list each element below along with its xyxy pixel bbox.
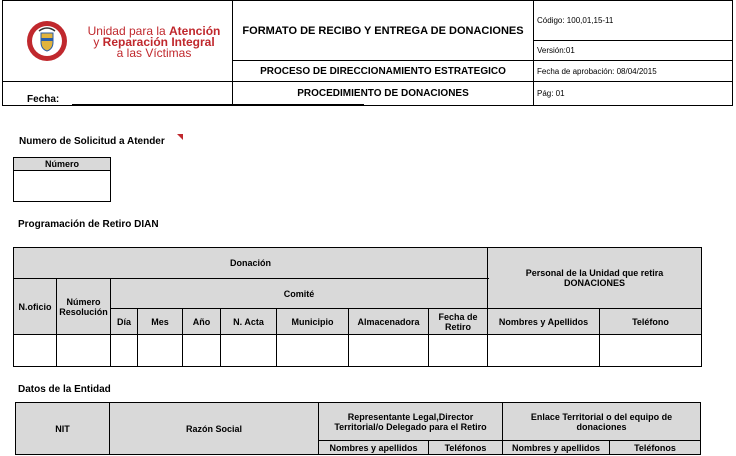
cell-fecha-retiro[interactable] — [429, 335, 488, 367]
col-representante: Representante Legal,Director Territorial/o Delegado para el Retiro — [319, 403, 503, 441]
col-anio: Año — [183, 309, 221, 335]
fecha-label: Fecha: — [27, 94, 60, 105]
cell-dia[interactable] — [111, 335, 138, 367]
cell-noficio[interactable] — [14, 335, 57, 367]
cell-municipio[interactable] — [277, 335, 349, 367]
col-tel-enl: Teléfonos — [610, 441, 701, 455]
procedure-cell: PROCEDIMIENTO DE DONACIONES — [233, 82, 534, 106]
cell-resolucion[interactable] — [57, 335, 111, 367]
cell-acta[interactable] — [221, 335, 277, 367]
logo-line1b: Atención — [169, 24, 221, 38]
version-cell: Versión:01 — [534, 40, 733, 61]
col-nombres: Nombres y Apellidos — [488, 309, 600, 335]
retiro-table — [13, 247, 702, 367]
col-nombres-rep: Nombres y apellidos — [319, 441, 429, 455]
logo-cell — [3, 1, 233, 82]
colombia-coat-of-arms-icon — [26, 20, 68, 62]
cell-mes[interactable] — [138, 335, 183, 367]
logo-line2a: y — [93, 35, 103, 49]
donacion-header: Donación — [14, 248, 488, 279]
code-cell: Código: 100,01,15-11 — [534, 1, 733, 41]
col-tel-rep: Teléfonos — [429, 441, 503, 455]
numero-header: Número — [14, 158, 111, 171]
col-dia: Día — [111, 309, 138, 335]
logo-line1a: Unidad para la — [87, 24, 170, 38]
header-table — [2, 0, 733, 106]
process-cell: PROCESO DE DIRECCIONAMIENTO ESTRATEGICO — [233, 61, 534, 82]
col-nombres-enl: Nombres y apellidos — [503, 441, 610, 455]
col-mes: Mes — [138, 309, 183, 335]
cell-anio[interactable] — [183, 335, 221, 367]
col-enlace: Enlace Territorial o del equipo de donaciones — [503, 403, 701, 441]
comment-marker-icon — [177, 134, 183, 140]
comite-header: Comité — [111, 279, 488, 309]
col-almacenadora: Almacenadora — [349, 309, 429, 335]
cell-nombres[interactable] — [488, 335, 600, 367]
logo-text — [79, 26, 229, 59]
retiro-title: Programación de Retiro DIAN — [18, 219, 159, 230]
logo-line2b: Reparación Integral — [102, 35, 215, 49]
col-telefono: Teléfono — [600, 309, 702, 335]
page-cell: Pág: 01 — [534, 82, 733, 106]
col-acta: N. Acta — [221, 309, 277, 335]
col-nit: NIT — [16, 403, 110, 455]
numero-input[interactable] — [14, 171, 111, 202]
col-noficio: N.oficio — [14, 279, 57, 335]
col-fecha-retiro: Fecha de Retiro — [429, 309, 488, 335]
col-municipio: Municipio — [277, 309, 349, 335]
entidad-title: Datos de la Entidad — [18, 384, 111, 395]
approval-cell: Fecha de aprobación: 08/04/2015 — [534, 61, 733, 82]
col-resolucion: Número Resolución — [57, 279, 111, 335]
logo-line3: a las Víctimas — [116, 46, 192, 60]
solicitud-table — [13, 157, 111, 202]
fecha-field[interactable] — [72, 104, 364, 105]
cell-telefono[interactable] — [600, 335, 702, 367]
col-razon: Razón Social — [110, 403, 319, 455]
cell-almacenadora[interactable] — [349, 335, 429, 367]
solicitud-title: Numero de Solicitud a Atender — [19, 136, 165, 147]
entidad-table — [15, 402, 701, 455]
personal-header: Personal de la Unidad que retira DONACIONES — [488, 248, 702, 309]
form-title: FORMATO DE RECIBO Y ENTREGA DE DONACIONES — [233, 1, 534, 61]
